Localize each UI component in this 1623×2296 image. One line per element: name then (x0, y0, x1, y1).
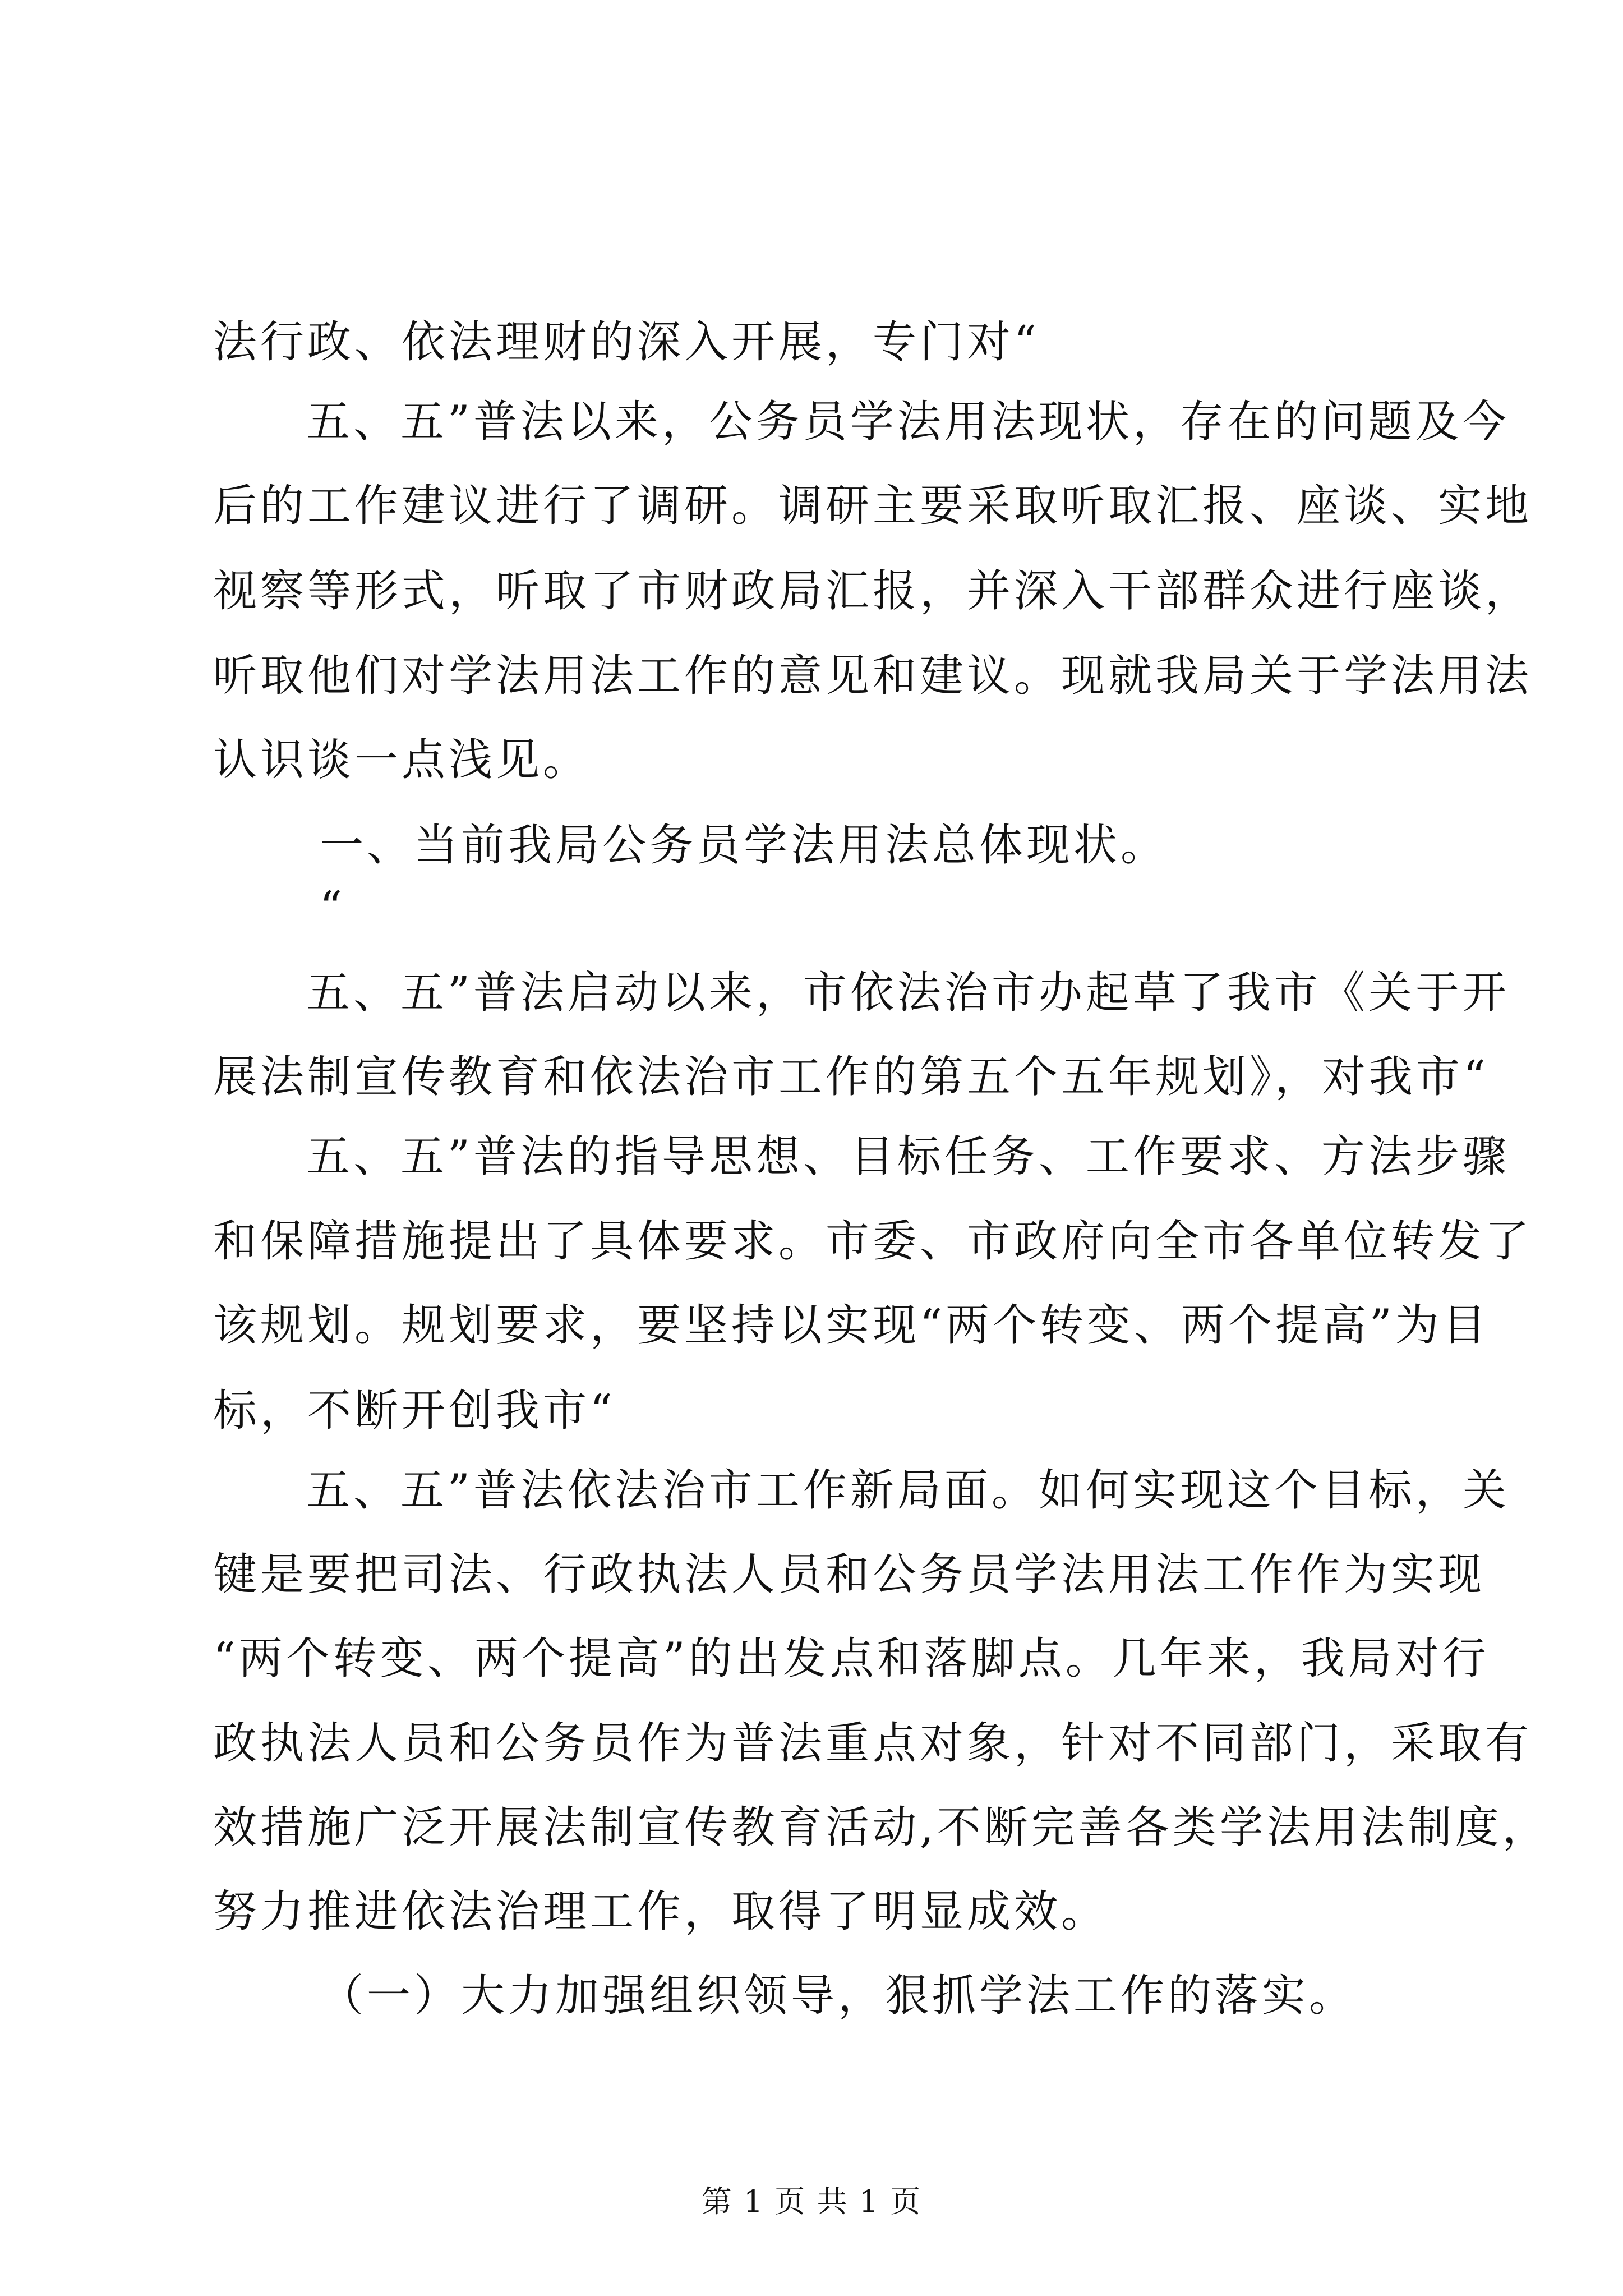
text-line: 后的工作建议进行了调研。调研主要采取听取汇报、座谈、实地 (213, 481, 1533, 531)
text-line: 听取他们对学法用法工作的意见和建议。现就我局关于学法用法 (213, 651, 1533, 701)
text-line: “两个转变、两个提高”的出发点和落脚点。几年来，我局对行 (213, 1634, 1490, 1684)
subsection-heading: （一）大力加强组织领导，狠抓学法工作的落实。 (320, 1971, 1357, 2021)
text-line: 键是要把司法、行政执法人员和公务员学法用法工作作为实现 (213, 1549, 1486, 1600)
text-line: 五、五”普法以来，公务员学法用法现状，存在的问题及今 (306, 397, 1510, 447)
text-line: 法行政、依法理财的深入开展，专门对“ (213, 317, 1040, 367)
page-number-footer: 第 1 页 共 1 页 (701, 2184, 922, 2219)
text-line: 视察等形式，听取了市财政局汇报，并深入干部群众进行座谈， (213, 566, 1533, 616)
text-line: 五、五”普法启动以来，市依法治市办起草了我市《关于开 (306, 968, 1510, 1018)
text-line: 五、五”普法依法治市工作新局面。如何实现这个目标，关 (306, 1465, 1510, 1516)
text-line: 努力推进依法治理工作，取得了明显成效。 (213, 1887, 1109, 1937)
section-heading: 一、当前我局公务员学法用法总体现状。 (320, 820, 1168, 871)
text-line: 政执法人员和公务员作为普法重点对象，针对不同部门，采取有 (213, 1718, 1533, 1769)
text-line: 展法制宣传教育和依法治市工作的第五个五年规划》，对我市“ (213, 1052, 1489, 1102)
text-line: 认识谈一点浅见。 (213, 735, 591, 785)
text-line: 标，不断开创我市“ (213, 1386, 616, 1436)
text-line: 和保障措施提出了具体要求。市委、市政府向全市各单位转发了 (213, 1216, 1533, 1267)
text-line: 五、五”普法的指导思想、目标任务、工作要求、方法步骤 (306, 1131, 1510, 1182)
text-line: 效措施广泛开展法制宣传教育活动,不断完善各类学法用法制度， (213, 1802, 1550, 1853)
text-line: 该规划。规划要求，要坚持以实现“两个转变、两个提高”为目 (213, 1300, 1490, 1351)
text-line: “ (320, 882, 345, 933)
